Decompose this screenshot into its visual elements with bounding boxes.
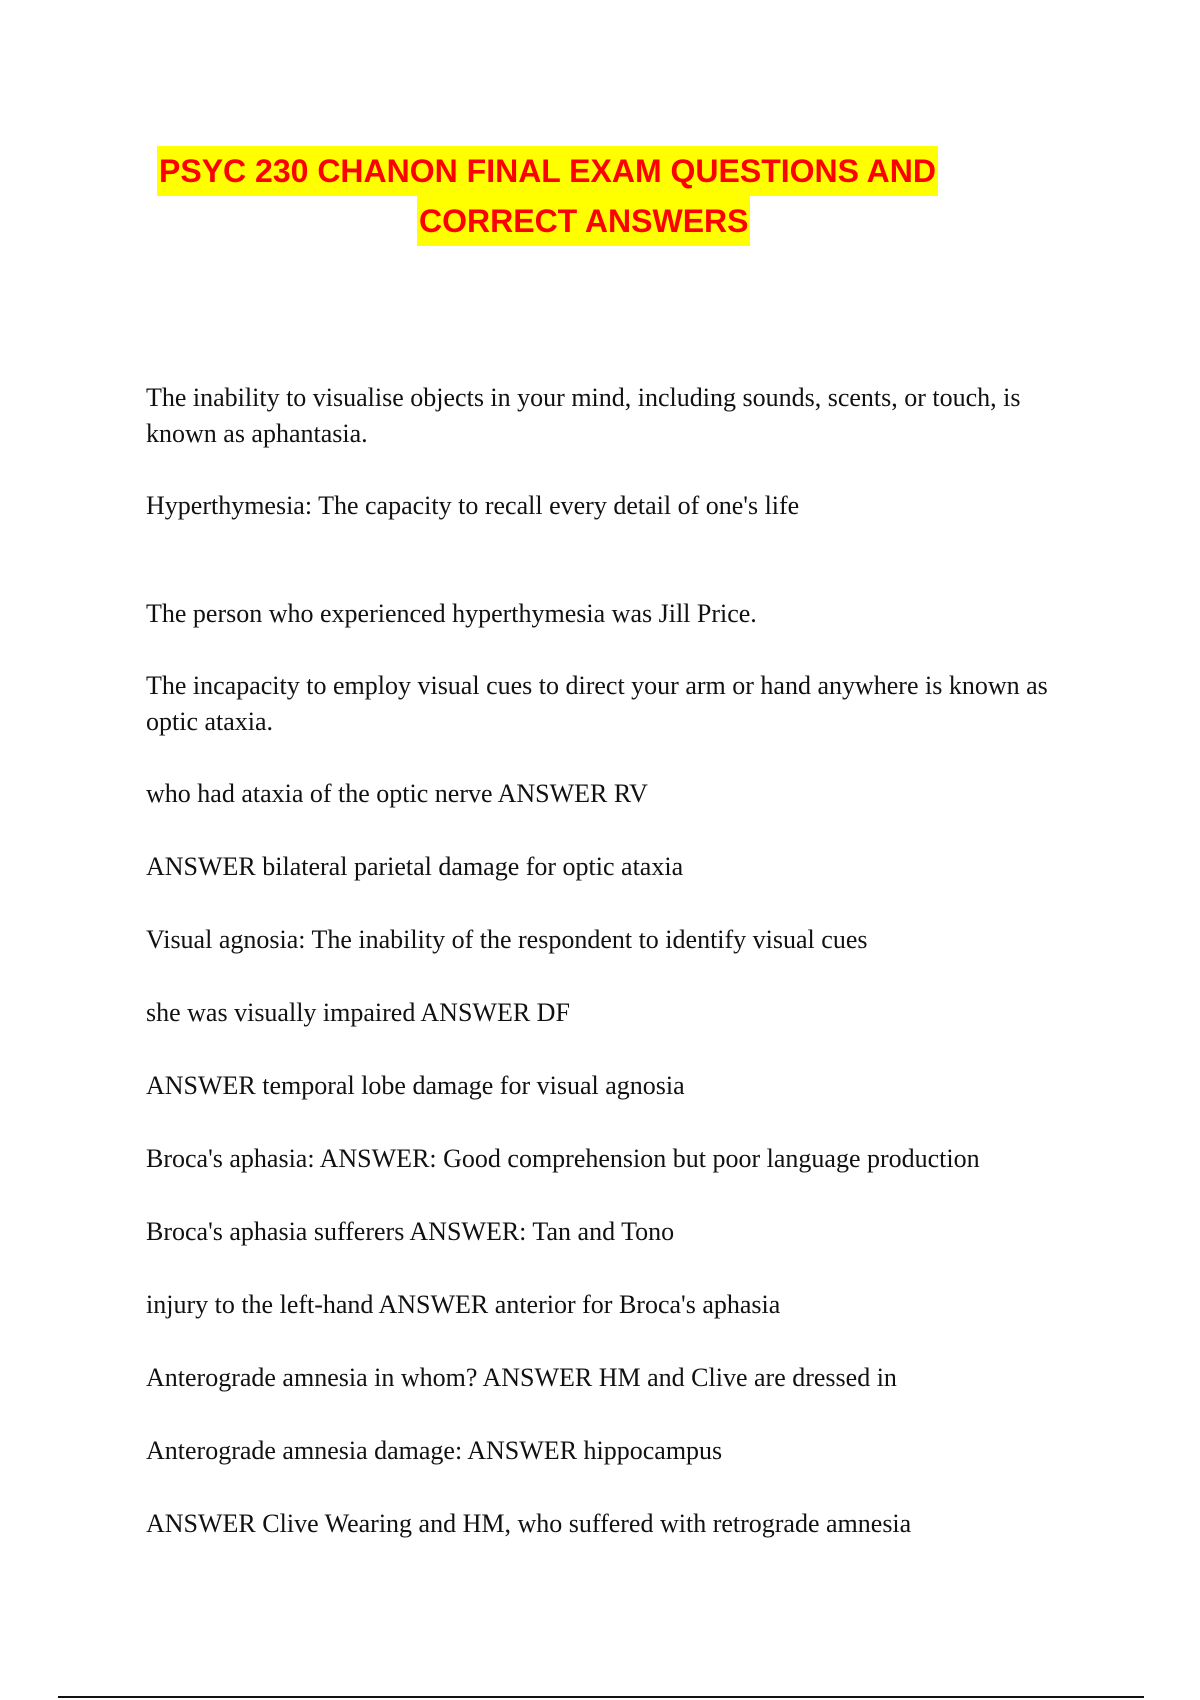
- paragraph-anterograde-amnesia-damage: Anterograde amnesia damage: ANSWER hippocampus: [146, 1436, 723, 1465]
- paragraph-visual-agnosia-damage: ANSWER temporal lobe damage for visual agnosia: [146, 1071, 685, 1100]
- title-line-1: PSYC 230 CHANON FINAL EXAM QUESTIONS AND: [157, 146, 938, 196]
- paragraph-optic-ataxia-case: who had ataxia of the optic nerve ANSWER RV: [146, 779, 648, 808]
- paragraph-anterograde-amnesia-cases: Anterograde amnesia in whom? ANSWER HM and Clive are dressed in: [146, 1363, 897, 1392]
- paragraph-optic-ataxia: The incapacity to employ visual cues to direct your arm or hand anywhere is known as optic ataxia.: [146, 671, 1048, 736]
- paragraph-visual-agnosia: Visual agnosia: The inability of the respondent to identify visual cues: [146, 925, 868, 954]
- paragraph-aphantasia: The inability to visualise objects in your mind, including sounds, scents, or touch, is known as aphantasia.: [146, 383, 1021, 448]
- paragraph-retrograde-amnesia: ANSWER Clive Wearing and HM, who suffered with retrograde amnesia: [146, 1509, 912, 1538]
- paragraph-brocas-aphasia-damage: injury to the left-hand ANSWER anterior for Broca's aphasia: [146, 1290, 781, 1319]
- paragraph-brocas-aphasia: Broca's aphasia: ANSWER: Good comprehension but poor language production: [146, 1144, 980, 1173]
- paragraph-hyperthymesia-person: The person who experienced hyperthymesia was Jill Price.: [146, 599, 757, 628]
- paragraph-brocas-aphasia-cases: Broca's aphasia sufferers ANSWER: Tan and Tono: [146, 1217, 675, 1246]
- footer-divider: [58, 1696, 1144, 1698]
- paragraph-optic-ataxia-damage: ANSWER bilateral parietal damage for optic ataxia: [146, 852, 684, 881]
- paragraph-visual-agnosia-case: she was visually impaired ANSWER DF: [146, 998, 570, 1027]
- paragraph-hyperthymesia-definition: Hyperthymesia: The capacity to recall every detail of one's life: [146, 491, 800, 520]
- document-body: [146, 380, 1066, 1542]
- title-line-2: CORRECT ANSWERS: [417, 196, 750, 246]
